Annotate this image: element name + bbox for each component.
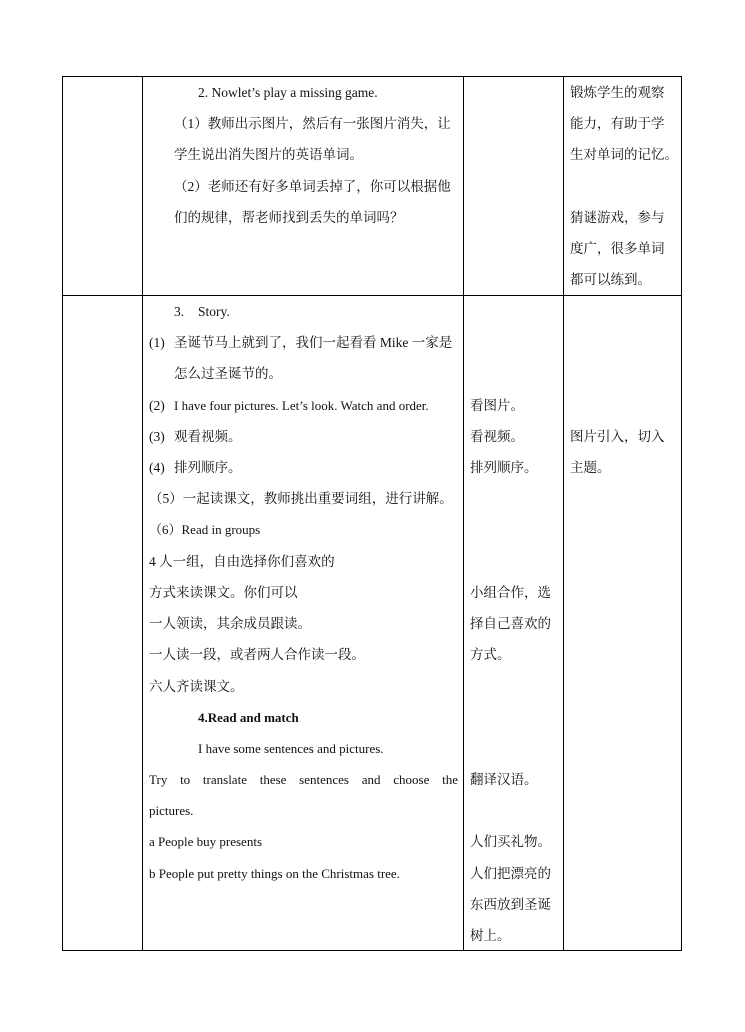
read-and-match-line1: I have some sentences and pictures. xyxy=(198,741,384,756)
student-activity-1: 看图片。 xyxy=(470,398,524,413)
student-activity-6: 人们买礼物。 xyxy=(470,834,551,849)
row1-purpose-line2: 能力，有助于学 xyxy=(570,116,665,131)
student-activity-4-line2: 择自己喜欢的 xyxy=(470,616,551,631)
read-and-match-line3: pictures. xyxy=(149,803,194,818)
read-and-match-line2: Try to translate these sentences and choose the xyxy=(149,772,458,787)
missing-game-step2-line2: 们的规律，帮老师找到丢失的单词吗？ xyxy=(174,210,404,225)
story-item4-number: (4) xyxy=(149,460,165,475)
story-item2-text: I have four pictures. Let’s look. Watch and order. xyxy=(174,398,429,413)
read-and-match-title: 4.Read and match xyxy=(198,710,299,725)
story-item1-number: (1) xyxy=(149,335,165,350)
student-activity-4-line1: 小组合作，选 xyxy=(470,585,551,600)
row1-purpose-line1: 锻炼学生的观察 xyxy=(570,85,665,100)
missing-game-step1-line1: （1）教师出示图片，然后有一张图片消失，让 xyxy=(174,116,451,131)
row2-purpose-line1: 图片引入，切入 xyxy=(570,429,665,444)
column-divider-1 xyxy=(142,76,143,951)
row-divider xyxy=(62,295,682,296)
column-divider-2 xyxy=(463,76,464,951)
student-activity-7-line2: 东西放到圣诞 xyxy=(470,897,551,912)
story-item1-line1: 圣诞节马上就到了，我们一起看看 Mike 一家是 xyxy=(174,335,453,350)
sentence-a: a People buy presents xyxy=(149,834,263,849)
table-border-bottom xyxy=(62,950,682,951)
table-border-right xyxy=(681,76,682,951)
student-activity-5: 翻译汉语。 xyxy=(470,772,538,787)
student-activity-2: 看视频。 xyxy=(470,429,524,444)
group-reading-line4: 一人读一段，或者两人合作读一段。 xyxy=(149,647,365,662)
table-border-top xyxy=(62,76,682,77)
story-number: 3. xyxy=(174,304,185,319)
row1-purpose-line4: 猜谜游戏，参与 xyxy=(570,210,665,225)
story-item3-number: (3) xyxy=(149,429,165,444)
column-divider-3 xyxy=(563,76,564,951)
story-item6: （6）Read in groups xyxy=(149,522,261,537)
sentence-b: b People put pretty things on the Christmas tree. xyxy=(149,866,400,881)
table-border-left xyxy=(62,76,63,951)
missing-game-step1-line2: 学生说出消失图片的英语单词。 xyxy=(174,147,363,162)
group-reading-line1: 4 人一组，自由选择你们喜欢的 xyxy=(149,554,335,569)
story-item5: （5）一起读课文，教师挑出重要词组，进行讲解。 xyxy=(149,491,453,506)
student-activity-3: 排列顺序。 xyxy=(470,460,538,475)
student-activity-7-line1: 人们把漂亮的 xyxy=(470,866,551,881)
story-item3-text: 观看视频。 xyxy=(174,429,242,444)
group-reading-line5: 六人齐读课文。 xyxy=(149,679,244,694)
group-reading-line2: 方式来读课文。你们可以 xyxy=(149,585,298,600)
row1-purpose-line6: 都可以练到。 xyxy=(570,272,651,287)
story-item4-text: 排列顺序。 xyxy=(174,460,242,475)
student-activity-4-line3: 方式。 xyxy=(470,647,511,662)
row1-purpose-line5: 度广，很多单词 xyxy=(570,241,665,256)
row2-purpose-line2: 主题。 xyxy=(570,460,611,475)
missing-game-heading: 2. Nowlet’s play a missing game. xyxy=(198,85,378,100)
group-reading-line3: 一人领读，其余成员跟读。 xyxy=(149,616,311,631)
student-activity-7-line3: 树上。 xyxy=(470,928,511,943)
story-title: Story. xyxy=(198,304,230,319)
row1-purpose-line3: 生对单词的记忆。 xyxy=(570,147,678,162)
story-item2-number: (2) xyxy=(149,398,165,413)
story-item1-line2: 怎么过圣诞节的。 xyxy=(174,366,282,381)
missing-game-step2-line1: （2）老师还有好多单词丢掉了，你可以根据他 xyxy=(174,179,451,194)
